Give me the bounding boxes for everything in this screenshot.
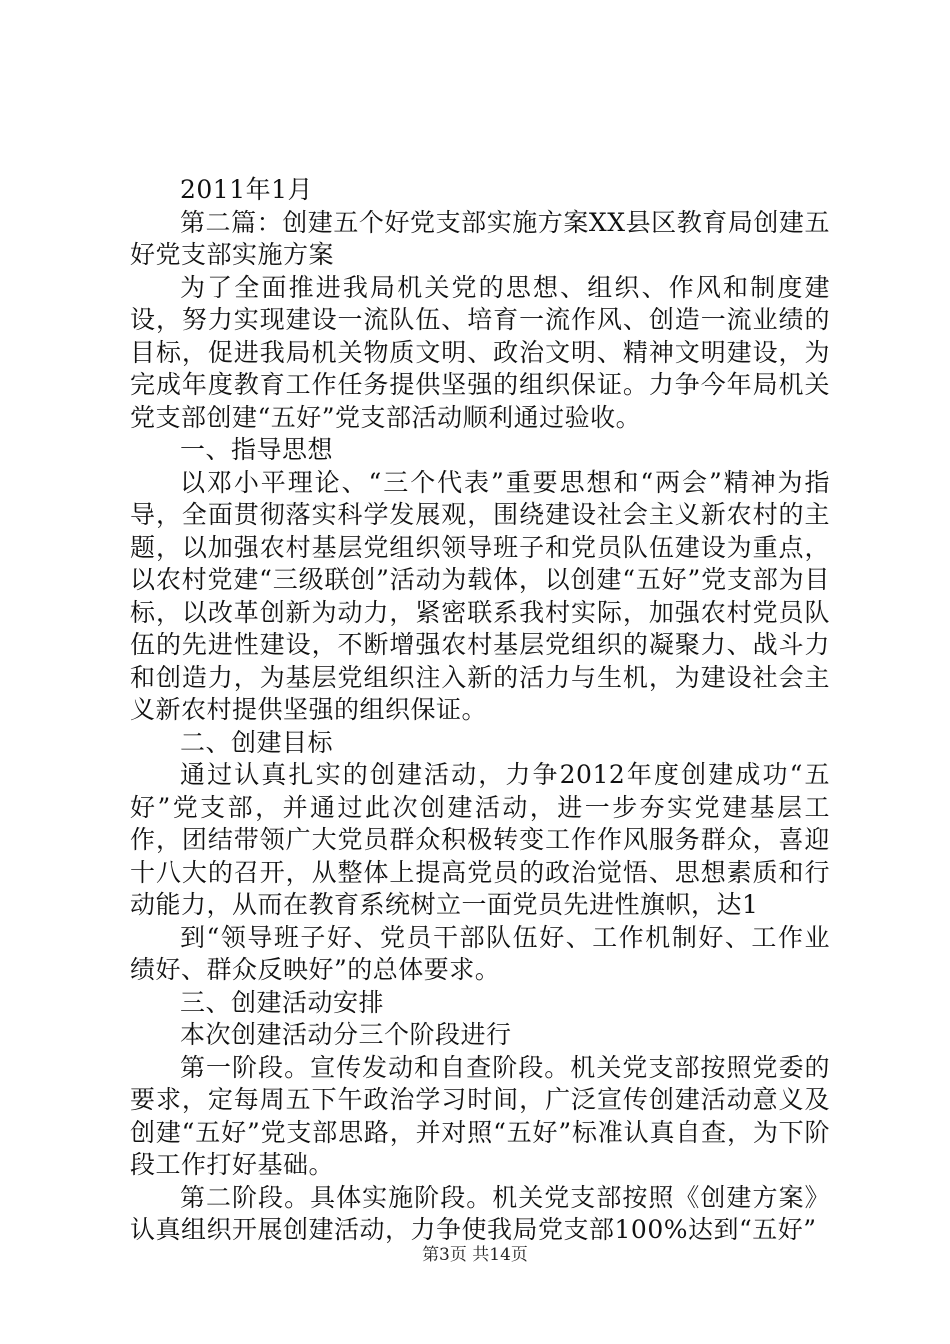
guiding-ideology-paragraph: 以邓小平理论、“三个代表”重要思想和“两会”精神为指导，全面贯彻落实科学发展观，围绕建设社会主义新农村的主题，以加强农村基层党组织领导班子和党员队伍建设为重点，以农村党建“三级联创”活动为载体，以创建“五好”党支部为目标，以改革创新为动力，紧密联系我村实际，加强农村党员队伍的先进性建设，不断增强农村基层党组织的凝聚力、战斗力和创造力，为基层党组织注入新的活力与生机，为建设社会主义新农村提供坚强的组织保证。 (130, 467, 830, 724)
stages-intro-paragraph: 本次创建活动分三个阶段进行 (180, 1020, 512, 1049)
intro-paragraph: 为了全面推进我局机关党的思想、组织、作风和制度建设，努力实现建设一流队伍、培育一流作风、创造一流业绩的目标，促进我局机关物质文明、政治文明、精神文明建设，为完成年度教育工作任务提供坚强的组织保证。力争今年局机关党支部创建“五好”党支部活动顺利通过验收。 (130, 272, 830, 432)
goals-paragraph: 通过认真扎实的创建活动，力争2012年度创建成功“五好”党支部，并通过此次创建活动，进一步夯实党建基层工作，团结带领广大党员群众积极转变工作作风服务群众，喜迎十八大的召开，从整体上提高党员的政治觉悟、思想素质和行动能力，从而在教育系统树立一面党员先进性旗帜，达1 (130, 760, 830, 919)
document-body (130, 174, 830, 1247)
heading-guiding-ideology: 一、指导思想 (180, 435, 334, 464)
stage-two-paragraph: 第二阶段。具体实施阶段。机关党支部按照《创建方案》认真组织开展创建活动，力争使我局党支部100%达到“五好” (130, 1182, 830, 1244)
page-number-footer: 第3页 共14页 (422, 1245, 528, 1265)
heading-goals: 二、创建目标 (180, 727, 334, 757)
heading-activity-arrangement: 三、创建活动安排 (180, 987, 385, 1017)
stage-one-paragraph: 第一阶段。宣传发动和自查阶段。机关党支部按照党委的要求，定每周五下午政治学习时间，广泛宣传创建活动意义及创建“五好”党支部思路，并对照“五好”标准认真自查，为下阶段工作打好基础。 (130, 1052, 830, 1179)
section-title: 第二篇：创建五个好党支部实施方案XX县区教育局创建五好党支部实施方案 (130, 207, 830, 269)
date-line: 2011年1月 (180, 175, 314, 204)
goals-continued-paragraph: 到“领导班子好、党员干部队伍好、工作机制好、工作业绩好、群众反映好”的总体要求。 (130, 922, 830, 984)
